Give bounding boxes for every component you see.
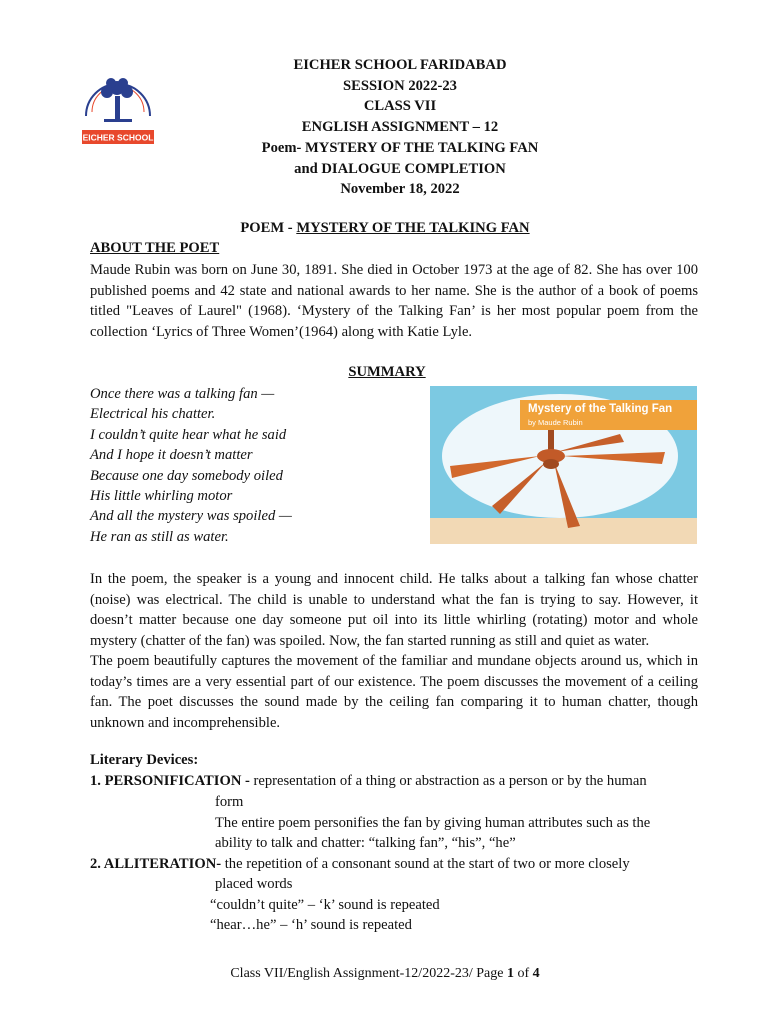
assignment-date: November 18, 2022 — [340, 181, 460, 198]
image-title: Mystery of the Talking Fan — [528, 403, 673, 415]
poem-heading: POEM - MYSTERY OF THE TALKING FAN — [240, 220, 530, 236]
poem-line: Because one day somebody oiled — [90, 467, 283, 484]
device-example: “hear…he” – ‘h’ sound is repeated — [210, 917, 412, 933]
summary-paragraph: In the poem, the speaker is a young and innocent child. He talks about a talking fan whose chatter (noise) was electrical. The child is unable to understand what the fan is trying to say. However, it doesn’t matter because one day someone put oil into its little whirling (rotating) motor and whole mystery (chatter of the fan) was spoiled. Now, the fan started running as still and quiet as water. — [90, 571, 698, 649]
session: SESSION 2022-23 — [343, 77, 457, 94]
page-number: 1 — [506, 966, 514, 981]
page-total: 4 — [532, 966, 540, 981]
assignment-title: ENGLISH ASSIGNMENT – 12 — [301, 119, 499, 136]
poem-line: I couldn’t quite hear what he said — [90, 426, 287, 443]
class-name: CLASS VII — [363, 98, 437, 115]
device-example: “couldn’t quite” – ‘k’ sound is repeated — [210, 897, 440, 913]
poem-line: And I hope it doesn’t matter — [90, 447, 253, 464]
school-logo — [78, 66, 158, 148]
about-poet-text: Maude Rubin was born on June 30, 1891. She died in October 1973 at the age of 82. She has over 100 published poems and 42 state and national awards to her name. She is the author of a book of poems titled "Leaves of Laurel" (1968). ‘Mystery of the Talking Fan’ is her most popular poem from the collection ‘Lyrics of Three Women’(1964) along with Katie Lyle. — [90, 262, 698, 340]
page-footer: Class VII/English Assignment-12/2022-23/ Page 1 of 4 — [230, 966, 540, 981]
literary-devices-heading: Literary Devices: — [90, 752, 199, 768]
device-definition-continued: form — [215, 794, 244, 810]
device-example: The entire poem personifies the fan by giving human attributes such as the — [215, 815, 651, 831]
summary-text — [90, 569, 698, 733]
logo-text: EICHER SCHOOL — [82, 132, 154, 143]
poem-text — [90, 384, 292, 547]
device-example: ability to talk and chatter: “talking fan”, “his”, “he” — [215, 835, 516, 851]
poem-line: He ran as still as water. — [90, 528, 229, 545]
image-author: by Maude Rubin — [528, 418, 583, 427]
device-definition-continued: placed words — [215, 876, 293, 892]
poem-line: His little whirling motor — [90, 488, 233, 505]
poem-line: Electrical his chatter. — [90, 406, 216, 423]
summary-heading: SUMMARY — [348, 364, 426, 380]
ceiling-fan-illustration — [430, 386, 697, 544]
image-title-banner — [520, 400, 697, 430]
device-personification: 1. PERSONIFICATION - representation of a thing or abstraction as a person or by the human — [90, 773, 647, 789]
poem-title: MYSTERY OF THE TALKING FAN — [296, 220, 530, 236]
topic-line-2: and DIALOGUE COMPLETION — [294, 160, 506, 177]
school-name: EICHER SCHOOL FARIDABAD — [293, 57, 507, 73]
summary-paragraph: The poem beautifully captures the movement of the familiar and mundane objects around us, which in today’s times are a very essential part of our existence. The poem discusses the movement of a ceiling fan. The poet discusses the sound made by the ceiling fan comparing it to human chatter, though unknown and incomprehensible. — [90, 653, 698, 731]
poem-line: Once there was a talking fan — — [90, 386, 275, 402]
topic-line-1: Poem- MYSTERY OF THE TALKING FAN — [261, 139, 539, 156]
device-alliteration: 2. ALLITERATION- the repetition of a consonant sound at the start of two or more closely — [90, 856, 630, 872]
document-header — [200, 55, 600, 200]
about-poet-heading: ABOUT THE POET — [90, 240, 220, 256]
poem-line: And all the mystery was spoiled — — [90, 508, 292, 525]
